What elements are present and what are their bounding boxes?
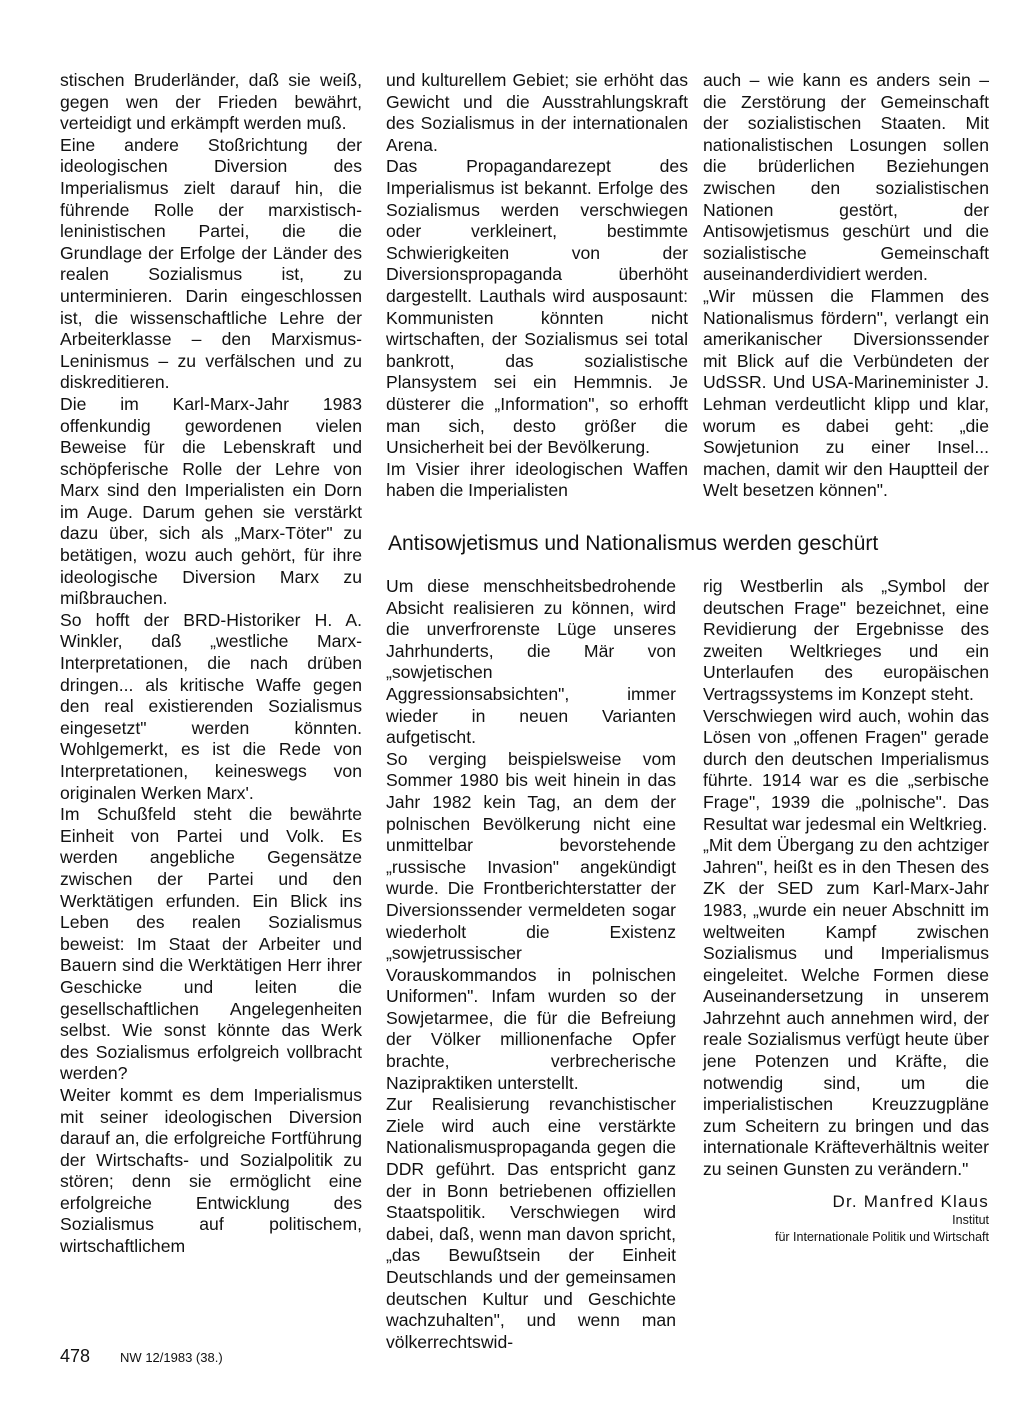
paragraph: Im Visier ihrer ideologischen Waffen haben die Imperialisten — [386, 458, 688, 501]
paragraph: So hofft der BRD-Historiker H. A. Winkler, daß „westliche Marx-Interpretationen, die nach drüben dringen... als kritische Waffe gegen den real existierenden Sozialismus eingesetzt" werden könnten. Wohlgemerkt, es ist die Rede von Interpretationen, keineswegs von originalen Werken Marx'. — [60, 609, 362, 803]
paragraph: Die im Karl-Marx-Jahr 1983 offenkundig gewordenen vielen Beweise für die Lebenskraft und schöpferische Rolle der Lehre von Marx sind den Imperialisten ein Dorn im Auge. Darum gehen sie verstärkt dazu über, sich als „Marx-Töter" zu betätigen, wozu auch gehört, für ihre ideologische Diversion Marx zu mißbrauchen. — [60, 393, 362, 609]
paragraph: Zur Realisierung revanchistischer Ziele wird auch eine verstärkte Nationalismuspropaganda gegen die DDR geführt. Das entspricht ganz der in Bonn betriebenen offiziellen Staatspolitik. Verschwiegen wird dabei, daß, wenn man davon spricht, „das Bewußtsein der Einheit Deutschlands und der gemeinsamen deutschen Kultur und Geschichte wachzuhalten", und wenn man völkerrechtswid- — [386, 1094, 676, 1352]
author-institute-detail: für Internationale Politik und Wirtschaft — [775, 1230, 989, 1245]
paragraph: Im Schußfeld steht die bewährte Einheit von Partei und Volk. Es werden angebliche Gegensätze zwischen der Partei und den Werktätigen erfunden. Ein Blick ins Leben des realen Sozialismus beweist: Im Staat der Arbeiter und Bauern sind die Werktätigen Herr ihrer Geschicke und leiten die gesellschaftlichen Angelegenheiten selbst. Wie sonst könnte das Werk des Sozialismus erfolgreich vollbracht werden? — [60, 804, 362, 1084]
paragraph: „Wir müssen die Flammen des Nationalismus fördern", verlangt ein amerikanischer Diversionssender mit Blick auf die Verbündeten der UdSSR. Und USA-Marineminister J. Lehman verdeutlicht klipp und klar, worum es dabei geht: „die Sowjetunion zu einer Insel... machen, damit wir den Hauptteil der Welt besetzen können". — [703, 285, 989, 501]
page-footer — [60, 1346, 223, 1367]
paragraph: Verschwiegen wird auch, wohin das Lösen von „offenen Fragen" gerade durch den deutschen Imperialismus führte. 1914 war es die „serbische Frage", 1939 die „polnische". Das Resultat war jedesmal ein Weltkrieg. — [703, 705, 989, 834]
article-column-2 — [386, 70, 688, 502]
paragraph: Um diese menschheitsbedrohende Absicht realisieren zu können, wird die unverfrorenste Lüge unseres Jahrhunderts, die Mär von „sowjetischen Aggressionsabsichten", immer wieder in neuen Varianten aufgetischt. — [386, 576, 676, 748]
article-column-2-lower — [386, 576, 676, 1353]
paragraph: auch – wie kann es anders sein – die Zerstörung der Gemeinschaft der sozialistischen Staaten. Mit nationalistischen Losungen sollen die brüderlichen Beziehungen zwischen den sozialistischen Nationen gestört, der Antisowjetismus geschürt und die sozialistische Gemeinschaft auseinanderdividiert werden. — [703, 70, 989, 285]
paragraph: stischen Bruderländer, daß sie weiß, gegen wen der Frieden bewährt, verteidigt und erkämpft werden muß. — [60, 70, 362, 134]
paragraph: rig Westberlin als „Symbol der deutschen Frage" bezeichnet, eine Revidierung der Ergebnisse des zweiten Weltkrieges und ein Unterlaufen des europäischen Vertragssystems im Konzept steht. — [703, 576, 989, 704]
author-name: Dr. Manfred Klaus — [832, 1191, 989, 1211]
author-signature — [703, 1191, 989, 1247]
author-institute: Institut — [952, 1213, 989, 1228]
paragraph: Eine andere Stoßrichtung der ideologischen Diversion des Imperialismus zielt darauf hin, die führende Rolle der marxistisch-leninistischen Partei, die die Grundlage der Erfolge der Länder des realen Sozialismus ist, zu unterminieren. Darin eingeschlossen ist, die wissenschaftliche Lehre der Arbeiterklasse – den Marxismus-Leninismus – zu verfälschen und zu diskreditieren. — [60, 134, 362, 393]
article-column-3-lower — [703, 576, 989, 1246]
article-column-1 — [60, 70, 362, 1258]
paragraph: Weiter kommt es dem Imperialismus mit seiner ideologischen Diversion darauf an, die erfolgreiche Fortführung der Wirtschafts- und Sozialpolitik zu stören; denn sie ermöglicht eine erfolgreiche Entwicklung des Sozialismus auf politischem, wirtschaftlichem — [60, 1084, 362, 1257]
section-heading: Antisowjetismus und Nationalismus werden geschürt — [388, 532, 879, 555]
paragraph: „Mit dem Übergang zu den achtziger Jahren", heißt es in den Thesen des ZK der SED zum Karl-Marx-Jahr 1983, „wurde ein neuer Abschnitt im weltweiten Kampf zwischen Sozialismus und Imperialismus eingeleitet. Welche Formen diese Auseinandersetzung in unserem Jahrzehnt auch annehmen wird, der reale Sozialismus verfügt heute über jene Potenzen und Kräfte, die notwendig sind, um die imperialistischen Kreuzzugpläne zum Scheitern zu bringen und das internationale Kräfteverhältnis weiter zu seinen Gunsten zu verändern." — [703, 835, 989, 1180]
paragraph: und kulturellem Gebiet; sie erhöht das Gewicht und die Ausstrahlungskraft des Sozialismus in der internationalen Arena. — [386, 70, 688, 155]
issue-reference: NW 12/1983 (38.) — [120, 1350, 223, 1365]
paragraph: Das Propagandarezept des Imperialismus ist bekannt. Erfolge des Sozialismus werden verschwiegen oder verkleinert, bestimmte Schwierigkeiten von der Diversionspropaganda überhöht dargestellt. Lauthals wird ausposaunt: Kommunisten könnten nicht wirtschaften, der Sozialismus sei total bankrott, das sozialistische Plansystem sei ein Hemmnis. Je düsterer die „Information", so erhofft man sich, desto größer die Unsicherheit bei der Bevölkerung. — [386, 156, 688, 458]
page-number: 478 — [60, 1346, 91, 1366]
article-column-3 — [703, 70, 989, 502]
paragraph: So verging beispielsweise vom Sommer 1980 bis weit hinein in das Jahr 1982 kein Tag, an dem der polnischen Bevölkerung nicht eine unmittelbar bevorstehende „russische Invasion" angekündigt wurde. Die Frontberichterstatter der Diversionssender vermeldeten sogar wiederholt die Existenz „sowjetrussischer Vorauskommandos in polnischen Uniformen". Infam wurden so der Sowjetarmee, die für die Befreiung der Völker millionenfache Opfer brachte, verbrecherische Nazipraktiken unterstellt. — [386, 748, 676, 1093]
